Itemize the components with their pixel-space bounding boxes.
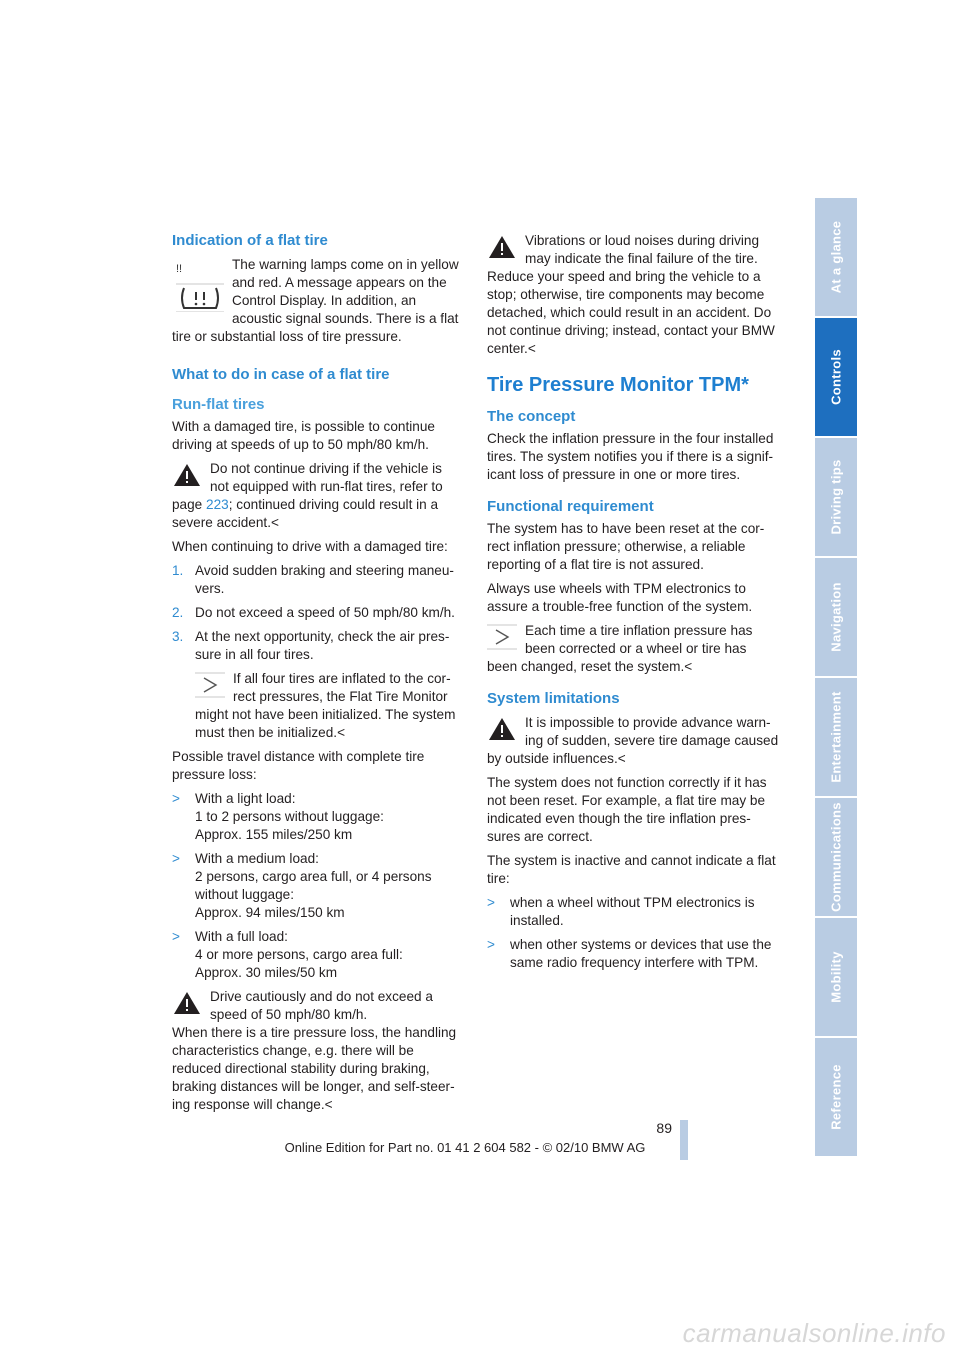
heading-indication-flat-tire: Indication of a flat tire: [172, 232, 328, 249]
heading-concept: The concept: [487, 408, 576, 425]
page-number: 89: [656, 1120, 672, 1136]
warning-triangle-icon: [172, 990, 202, 1016]
list-item: > With a light load: 1 to 2 persons without luggage: Approx. 155 miles/250 km: [172, 791, 384, 842]
flat-tire-warning-icon: [172, 256, 228, 312]
warning-triangle-icon: [487, 716, 517, 742]
tab-entertainment[interactable]: Entertainment: [815, 678, 857, 796]
footer-text: Online Edition for Part no. 01 41 2 604 582 - © 02/10 BMW AG: [284, 1140, 646, 1155]
limitations-text-1: The system does not function correctly if it has not been reset. For example, a flat tire may be indicated even though the tire inflation pres-sures are correct.: [487, 775, 767, 844]
list-item: > when a wheel without TPM electronics is installed.: [487, 895, 755, 928]
list-item: 3. At the next opportunity, check the air pres-sure in all four tires.: [172, 629, 450, 662]
tab-at-a-glance[interactable]: At a glance: [815, 198, 857, 316]
heading-run-flat-tires: Run-flat tires: [172, 396, 265, 413]
warning-text-vibrations: Vibrations or loud noises during driving may indicate the final failure of the tire. Reduce your speed and bring the vehicle to a stop; otherwise, tire components may become detached, which could result in an accident. Do not continue driving; instead, contact your BMW center.<: [487, 233, 775, 356]
watermark: carmanualsonline.info: [682, 1318, 946, 1348]
indication-text: The warning lamps come on in yellow and red. A message appears on the Control Display. In addition, an acoustic signal sounds. There is a flat tire or substantial loss of tire pressure.: [172, 257, 459, 344]
heading-system-limitations: System limitations: [487, 690, 620, 707]
possible-distance-text: Possible travel distance with complete tire pressure loss:: [172, 749, 425, 782]
limitations-text-2: The system is inactive and cannot indicate a flat tire:: [487, 853, 776, 886]
heading-tpm: Tire Pressure Monitor TPM*: [487, 374, 749, 396]
warning-triangle-icon: [487, 234, 517, 260]
warning-triangle-icon: [172, 462, 202, 488]
chapter-tabs: [815, 198, 857, 1158]
right-column: [487, 232, 779, 978]
when-continuing-text: When continuing to drive with a damaged tire:: [172, 539, 448, 554]
end-mark: <: [271, 515, 279, 530]
left-column: [172, 232, 464, 1120]
list-item: 1. Avoid sudden braking and steering maneu-vers.: [172, 563, 454, 596]
list-item: 2. Do not exceed a speed of 50 mph/80 km/h.: [172, 605, 455, 620]
handling-text: When there is a tire pressure loss, the handling characteristics change, e.g. there will be reduced directional stability during braking, braking distances will be longer, and self-steer-ing response will change.<: [172, 1025, 457, 1112]
func-text-2: Always use wheels with TPM electronics to assure a trouble-free function of the system.: [487, 581, 753, 614]
concept-text: Check the inflation pressure in the four installed tires. The system notifies you if there is a signif-icant loss of pressure in one or more tires.: [487, 431, 774, 482]
tab-reference[interactable]: Reference: [815, 1038, 857, 1156]
tab-mobility[interactable]: Mobility: [815, 918, 857, 1036]
list-item: > With a full load: 4 or more persons, cargo area full: Approx. 30 miles/50 km: [172, 929, 403, 980]
note-text-reset: Each time a tire inflation pressure has been corrected or a wheel or tire has been changed, reset the system.<: [487, 623, 753, 674]
list-item: > With a medium load: 2 persons, cargo area full, or 4 persons without luggage: Approx. 94 miles/150 km: [172, 851, 432, 920]
warning-text-runflat: Do not continue driving if the vehicle is not equipped with run-flat tires, refer to page 223; continued driving could result in a severe accident.<: [172, 461, 443, 530]
note-text-initialization: If all four tires are inflated to the cor-rect pressures, the Flat Tire Monitor might not have been initialized. The system must then be initialized.<: [195, 671, 456, 740]
tab-controls[interactable]: Controls: [815, 318, 857, 436]
note-arrow-icon: [487, 624, 517, 650]
svg-text:!!: !!: [176, 263, 183, 275]
tab-communications[interactable]: Communications: [815, 798, 857, 916]
note-arrow-icon: [195, 672, 225, 698]
run-flat-text: With a damaged tire, is possible to continue driving at speeds of up to 50 mph/80 km/h.: [172, 419, 435, 452]
warning-text-drive-cautiously: Drive cautiously and do not exceed a speed of 50 mph/80 km/h.: [210, 989, 433, 1022]
warning-text-limitations: It is impossible to provide advance warn-ing of sudden, severe tire damage caused by outside influences.<: [487, 715, 779, 766]
heading-functional-requirement: Functional requirement: [487, 498, 654, 515]
func-text-1: The system has to have been reset at the cor-rect inflation pressure; otherwise, a reliable reporting of a flat tire is not assured.: [487, 521, 765, 572]
page-link-223[interactable]: 223: [206, 497, 229, 512]
heading-what-to-do: What to do in case of a flat tire: [172, 366, 390, 383]
list-item: > when other systems or devices that use the same radio frequency interfere with TPM.: [487, 937, 772, 970]
tab-driving-tips[interactable]: Driving tips: [815, 438, 857, 556]
tab-navigation[interactable]: Navigation: [815, 558, 857, 676]
